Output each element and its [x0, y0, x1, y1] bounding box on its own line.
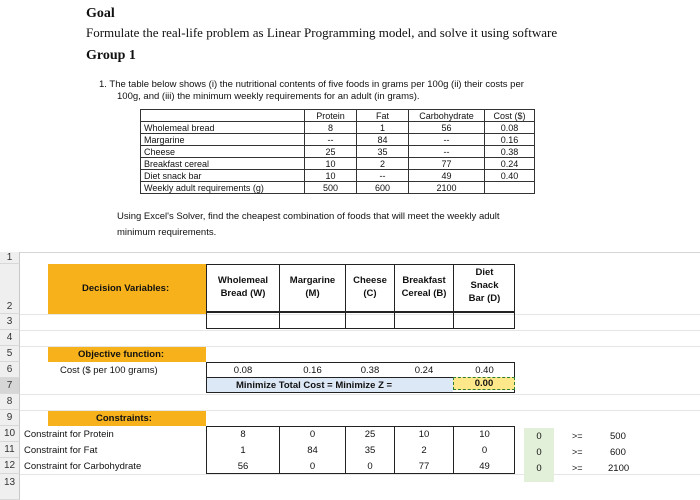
var-header-line: Margarine: [289, 275, 336, 286]
table-row: [141, 182, 535, 194]
var-header-wholemeal: [207, 274, 279, 300]
var-header-cheese: [346, 274, 394, 300]
table-cell: 1: [357, 122, 409, 134]
table-cell: Wholemeal bread: [141, 122, 305, 134]
table-cell: 56: [409, 122, 485, 134]
cost-margarine[interactable]: 0.16: [303, 365, 322, 376]
row-header-12[interactable]: 12: [0, 458, 20, 474]
constraint-protein-label: Constraint for Protein: [24, 429, 114, 440]
lhs-carb[interactable]: 0: [536, 463, 542, 474]
table-cell: --: [305, 134, 357, 146]
table-cell: Cheese: [141, 146, 305, 158]
table-cell: Breakfast cereal: [141, 158, 305, 170]
question-line-3: Using Excel's Solver, find the cheapest combination of foods that will meet the weekly adult: [117, 211, 500, 222]
minimize-label: Minimize Total Cost = Minimize Z =: [236, 380, 393, 391]
coef-cell[interactable]: 10: [479, 429, 490, 440]
divider: [394, 312, 395, 329]
coef-cell[interactable]: 10: [418, 429, 430, 440]
cost-wholemeal[interactable]: 0.08: [233, 365, 253, 376]
table-cell: 500: [305, 182, 357, 194]
coef-cell[interactable]: 84: [307, 445, 318, 456]
question-line-2: 100g, and (iii) the minimum weekly requirements for an adult (in grams).: [117, 91, 420, 102]
row-header-1[interactable]: 1: [0, 252, 20, 264]
coef-cell[interactable]: 35: [364, 445, 376, 456]
constraint-carb-label: Constraint for Carbohydrate: [24, 461, 142, 472]
coef-cell[interactable]: 0: [309, 461, 316, 472]
table-cell: 0.08: [485, 122, 535, 134]
coef-cell[interactable]: 49: [479, 461, 490, 472]
table-cell: 8: [305, 122, 357, 134]
constraint-fat-label: Constraint for Fat: [24, 445, 98, 456]
var-header-margarine: [280, 274, 345, 300]
row-header-10[interactable]: 10: [0, 426, 20, 442]
row-header-6[interactable]: 6: [0, 362, 20, 378]
rhs-protein[interactable]: 500: [610, 431, 626, 442]
grid-line: [20, 474, 700, 475]
row-header-8[interactable]: 8: [0, 394, 20, 410]
table-cell: 35: [357, 146, 409, 158]
table-cell: 10: [305, 170, 357, 182]
table-cell: 0.40: [485, 170, 535, 182]
var-header-snack: [454, 266, 515, 305]
operator-protein: >=: [572, 431, 583, 441]
row-header-2[interactable]: 2: [0, 264, 20, 314]
row-header-13[interactable]: 13: [0, 474, 20, 500]
var-header-cereal: [395, 274, 453, 300]
divider: [453, 312, 454, 329]
table-cell: Margarine: [141, 134, 305, 146]
table-row: [141, 122, 535, 134]
table-row: [141, 170, 535, 182]
grid-line: [20, 394, 700, 395]
coef-cell[interactable]: 0: [367, 461, 373, 472]
grid-line: [20, 330, 700, 331]
var-header-line: Breakfast: [402, 275, 446, 286]
header-cell: Fat: [357, 110, 409, 122]
row-header-4[interactable]: 4: [0, 330, 20, 346]
table-cell: 0.38: [485, 146, 535, 158]
coef-cell[interactable]: 0: [309, 429, 316, 440]
constraints-label: Constraints:: [96, 413, 152, 424]
row-header-5[interactable]: 5: [0, 346, 20, 362]
table-cell: [485, 182, 535, 194]
table-cell: 0.24: [485, 158, 535, 170]
coef-cell[interactable]: 0: [481, 445, 488, 456]
coef-cell[interactable]: 2: [421, 445, 427, 456]
header-cell: Cost ($): [485, 110, 535, 122]
table-row: [141, 158, 535, 170]
rhs-fat[interactable]: 600: [610, 447, 626, 458]
question-line-1: 1. The table below shows (i) the nutritional contents of five foods in grams per 100g (ii) their costs per: [99, 79, 524, 90]
header-cell: Protein: [305, 110, 357, 122]
table-cell: 2100: [409, 182, 485, 194]
goal-heading: Goal: [86, 6, 115, 21]
table-cell: 49: [409, 170, 485, 182]
var-header-line: Bar (D): [468, 293, 501, 304]
cost-label: Cost ($ per 100 grams): [60, 365, 158, 376]
cost-snack[interactable]: 0.40: [475, 365, 494, 376]
lhs-protein[interactable]: 0: [536, 431, 542, 442]
row-header-3[interactable]: 3: [0, 314, 20, 330]
operator-carb: >=: [572, 463, 583, 473]
rhs-carb[interactable]: 2100: [608, 463, 630, 474]
divider: [279, 312, 280, 329]
coef-cell[interactable]: 1: [240, 445, 246, 456]
var-header-line: (M): [305, 288, 320, 299]
cost-cheese[interactable]: 0.38: [360, 365, 380, 376]
row-header-11[interactable]: 11: [0, 442, 20, 458]
goal-text: Formulate the real-life problem as Linear Programming model, and solve it using software: [86, 25, 558, 40]
nutrition-table-header: [141, 110, 535, 122]
operator-fat: >=: [572, 447, 583, 457]
table-cell: 84: [357, 134, 409, 146]
var-header-line: Diet: [475, 267, 494, 278]
nutrition-table: [140, 109, 535, 194]
table-cell: Weekly adult requirements (g): [141, 182, 305, 194]
row-header-9[interactable]: 9: [0, 410, 20, 426]
var-header-line: Wholemeal: [217, 275, 269, 286]
divider: [345, 312, 346, 329]
header-cell: Carbohydrate: [409, 110, 485, 122]
header-cell: [141, 110, 305, 122]
coef-cell[interactable]: 8: [240, 429, 246, 440]
table-cell: 10: [305, 158, 357, 170]
table-cell: --: [409, 146, 485, 158]
table-cell: 0.16: [485, 134, 535, 146]
cost-cereal[interactable]: 0.24: [414, 365, 434, 376]
var-header-line: Cereal (B): [401, 288, 447, 299]
table-cell: 77: [409, 158, 485, 170]
table-row: [141, 134, 535, 146]
table-row: [141, 146, 535, 158]
coef-cell[interactable]: 77: [418, 461, 430, 472]
coef-cell[interactable]: 56: [237, 461, 249, 472]
table-cell: --: [409, 134, 485, 146]
table-cell: 2: [357, 158, 409, 170]
table-cell: 25: [305, 146, 357, 158]
var-header-line: Snack: [470, 280, 499, 291]
table-cell: --: [357, 170, 409, 182]
decision-values-row: [206, 312, 515, 329]
objective-function-label: Objective function:: [78, 349, 165, 360]
var-header-line: Cheese: [353, 275, 387, 286]
question-line-4: minimum requirements.: [117, 227, 217, 238]
var-header-line: Bread (W): [220, 288, 266, 299]
table-cell: 600: [357, 182, 409, 194]
table-cell: Diet snack bar: [141, 170, 305, 182]
group-heading: Group 1: [86, 48, 136, 63]
row-header-7[interactable]: 7: [0, 378, 20, 394]
coef-cell[interactable]: 25: [364, 429, 376, 440]
objective-value-cell[interactable]: 0.00: [453, 377, 515, 390]
lhs-fat[interactable]: 0: [536, 447, 542, 458]
decision-variables-label: Decision Variables:: [82, 283, 170, 294]
var-header-line: (C): [363, 288, 377, 299]
